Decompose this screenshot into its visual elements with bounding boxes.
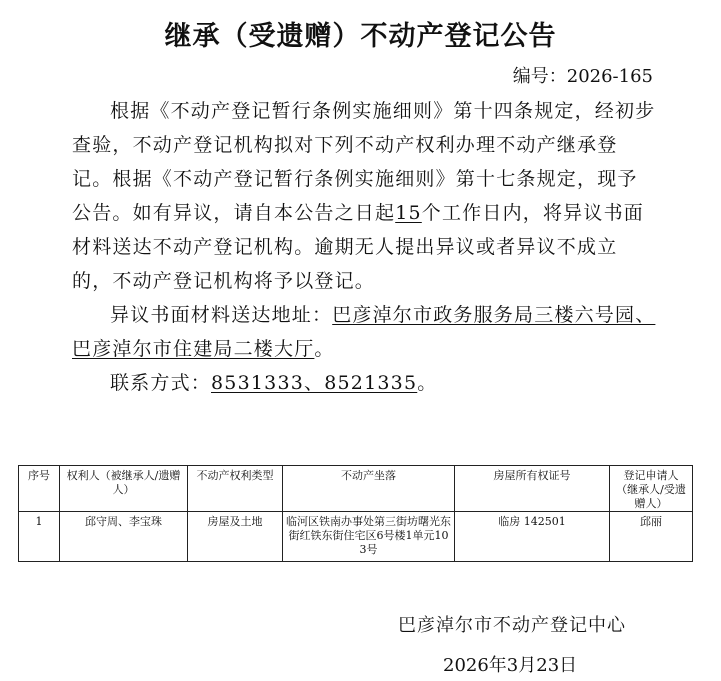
contact-label: 联系方式： <box>110 372 212 394</box>
contact-end: 。 <box>417 372 438 394</box>
address-end: 。 <box>314 338 335 360</box>
cell-applicant: 邱丽 <box>610 512 693 562</box>
address-value: 巴彦淖尔市政务服务局三楼六号园、 巴彦淖尔市住建局二楼大厅 <box>72 304 656 360</box>
header-right-type: 不动产权利类型 <box>188 466 283 512</box>
paragraph-text-part2: 个工作日内，将异议书面材料送达不动产登记机构。逾期无人提出异议或者异议不成立的，不动产登记机构将予以登记。 <box>72 202 644 292</box>
property-table <box>18 465 693 562</box>
notice-body <box>72 94 656 400</box>
header-right-holder: 权利人（被继承人/遗赠人） <box>60 466 188 512</box>
paragraph-legal-basis <box>72 94 656 298</box>
header-location: 不动产坐落 <box>283 466 455 512</box>
cell-right-holder: 邱守周、李宝珠 <box>60 512 188 562</box>
contact-value: 8531333、8521335 <box>211 372 418 394</box>
header-certificate-no: 房屋所有权证号 <box>455 466 610 512</box>
header-applicant: 登记申请人（继承人/受遗赠人） <box>610 466 693 512</box>
objection-days: 15 <box>395 202 422 224</box>
cell-right-type: 房屋及土地 <box>188 512 283 562</box>
cell-index: 1 <box>19 512 60 562</box>
paragraph-text-part1: 根据《不动产登记暂行条例实施细则》第十四条规定，经初步查验，不动产登记机构拟对下列不动产权利办理不动产继承登记。根据《不动产登记暂行条例实施细则》第十七条规定，现予公告。如有异议，请自本公告之日起 <box>72 100 656 224</box>
issue-date: 2026年3月23日 <box>443 655 578 676</box>
header-index: 序号 <box>19 466 60 512</box>
cell-location: 临河区铁南办事处第三街坊曙光东街红铁东街住宅区6号楼1单元103号 <box>283 512 455 562</box>
cell-certificate-no: 临房 142501 <box>455 512 610 562</box>
paragraph-contact <box>72 366 656 400</box>
paragraph-address <box>72 298 656 366</box>
table-row <box>19 512 693 562</box>
address-label: 异议书面材料送达地址： <box>110 304 333 326</box>
document-number: 编号：2026-165 <box>512 66 653 87</box>
table-header-row <box>19 466 693 512</box>
notice-title: 继承（受遗赠）不动产登记公告 <box>164 21 557 52</box>
issuing-organization: 巴彦淖尔市不动产登记中心 <box>398 615 626 636</box>
